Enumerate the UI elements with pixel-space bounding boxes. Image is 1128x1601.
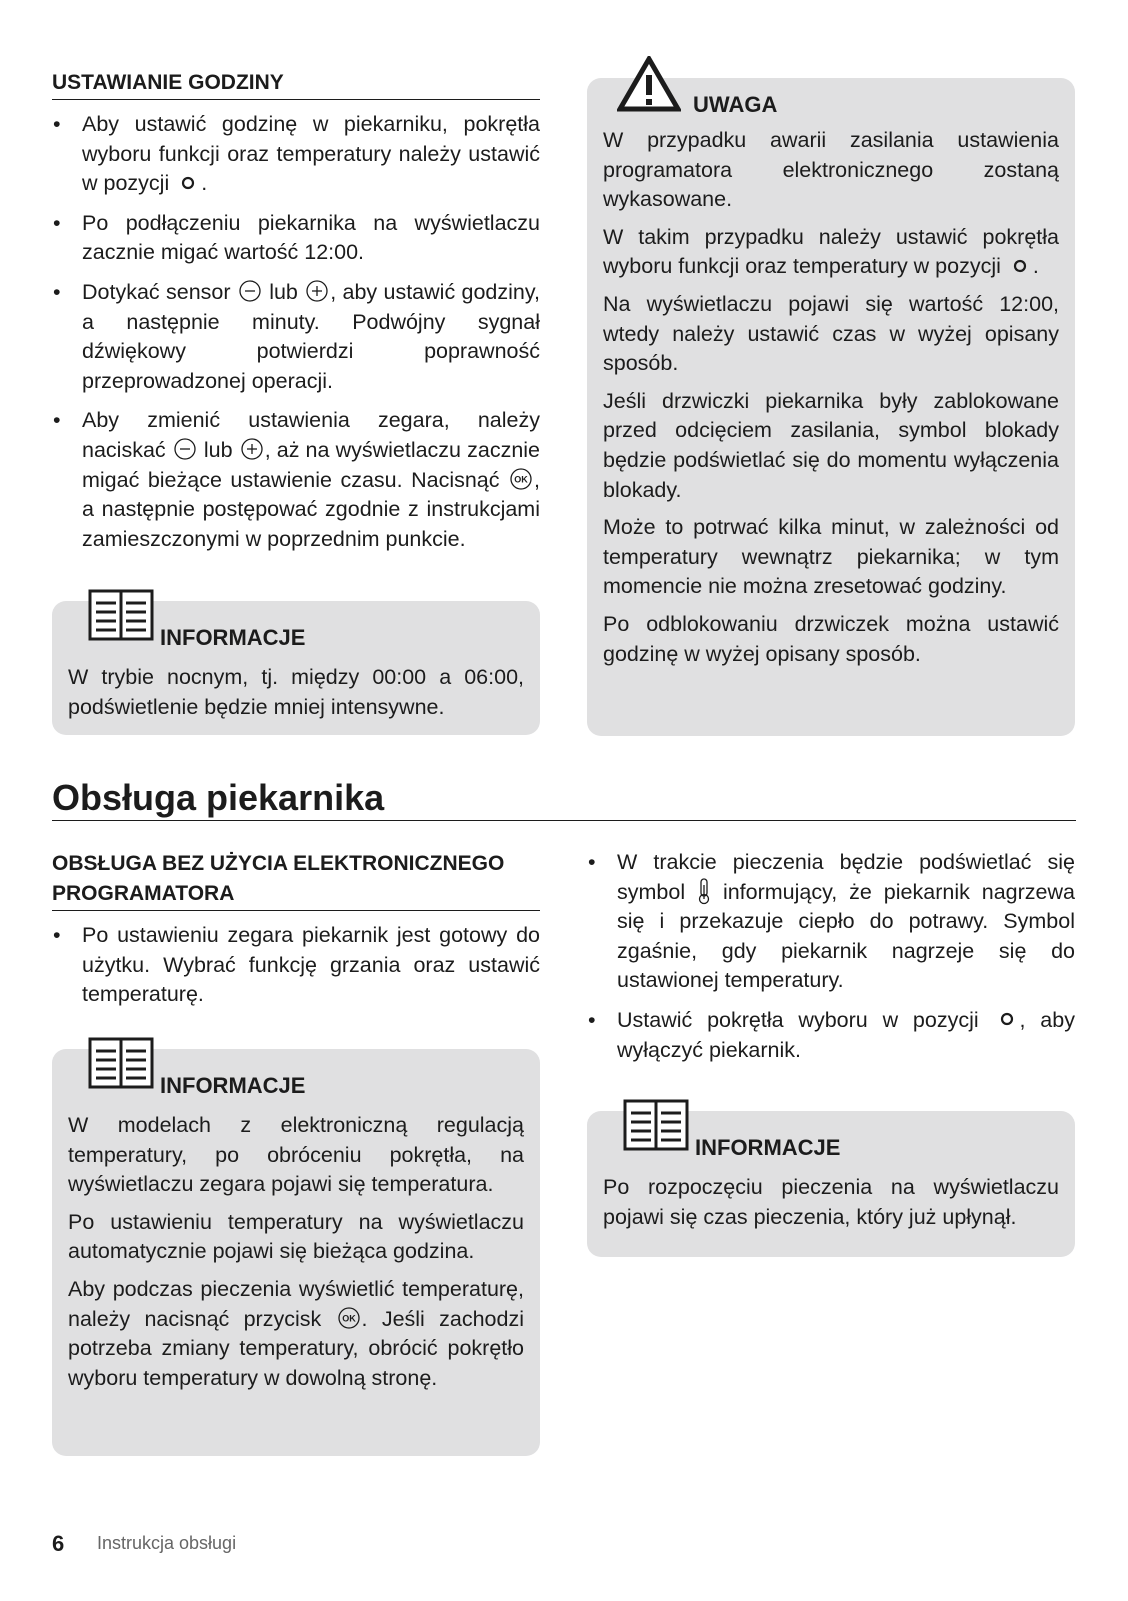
book-icon	[88, 1037, 154, 1089]
warning-paragraph: Jeśli drzwiczki piekarnika były zablokowane przed odcięciem zasilania, symbol blokady będzie podświetlać się do momentu wyłączenia blokady.	[603, 388, 1059, 502]
section-title: USTAWIANIE GODZINY	[52, 68, 540, 100]
section-title: OBSŁUGA BEZ UŻYCIA ELEKTRONICZNEGO PROGRAMATORA	[52, 849, 540, 911]
bullet-list	[587, 848, 1075, 1065]
minus-sensor-icon	[237, 279, 263, 303]
info-box-baking-time	[587, 1111, 1075, 1257]
info-text: W trybie nocnym, tj. między 00:00 a 06:00, podświetlenie będzie mniej intensywne.	[68, 665, 524, 719]
list-item: • W trakcie pieczenia będzie podświetlać się symbol informujący, że piekarnik nagrzewa się i przekazuje ciepło do potrawy. Symbol zgaśnie, gdy piekarnik nagrzeje się do ustawionej temperatury.	[587, 848, 1075, 996]
warning-paragraph: W przypadku awarii zasilania ustawienia programatora elektronicznego zostaną wykasowane.	[603, 128, 1059, 212]
info-box-temperature	[52, 1049, 540, 1456]
heating-thermometer-icon	[697, 877, 711, 905]
svg-text:OK: OK	[341, 1313, 356, 1324]
warning-label: UWAGA	[693, 92, 778, 117]
list-item: • Po ustawieniu zegara piekarnik jest gotowy do użytku. Wybrać funkcję grzania oraz ustawić temperaturę.	[52, 921, 540, 1010]
list-item: • Aby ustawić godzinę w piekarniku, pokrętła wyboru funkcji oraz temperatury należy ustawić w pozycji .	[52, 110, 540, 199]
off-position-icon	[175, 175, 201, 191]
list-item: • Dotykać sensor lub , aby ustawić godziny, a następnie minuty. Podwójny sygnał dźwiękowy potwierdzi poprawność przeprowadzonej operacji.	[52, 278, 540, 396]
plus-sensor-icon	[239, 437, 265, 461]
book-icon	[88, 589, 154, 641]
warning-paragraph: W takim przypadku należy ustawić pokrętła wyboru funkcji oraz temperatury w pozycji .	[603, 224, 1059, 279]
list-item: • Aby zmienić ustawienia zegara, należy naciskać lub , aż na wyświetlaczu zacznie migać bieżące ustawienie czasu. Nacisnąć OK , a następnie postępować zgodnie z instrukcjami zamieszczonymi w poprzednim punkcie.	[52, 406, 540, 554]
list-item: • Ustawić pokrętła wyboru w pozycji , aby wyłączyć piekarnik.	[587, 1006, 1075, 1065]
warning-paragraph: Na wyświetlaczu pojawi się wartość 12:00, wtedy należy ustawić czas w wyżej opisany sposób.	[603, 291, 1059, 376]
list-item: • Po podłączeniu piekarnika na wyświetlaczu zacznie migać wartość 12:00.	[52, 209, 540, 268]
info-paragraph: Po ustawieniu temperatury na wyświetlaczu automatycznie pojawi się bieżąca godzina.	[68, 1209, 524, 1264]
bullet-list	[52, 921, 540, 1010]
bullet-list	[52, 110, 540, 554]
info-paragraph: Aby podczas pieczenia wyświetlić temperaturę, należy nacisnąć przycisk OK . Jeśli zachodzi potrzeba zmiany temperatury, obrócić pokrętło wyboru temperatury w dowolną stronę.	[68, 1276, 524, 1390]
info-paragraph: W modelach z elektroniczną regulacją temperatury, po obróceniu pokrętła, na wyświetlaczu zegara pojawi się temperatura.	[68, 1113, 524, 1197]
info-text: Po rozpoczęciu pieczenia na wyświetlaczu pojawi się czas pieczenia, który już upłynął.	[603, 1175, 1059, 1229]
minus-sensor-icon	[172, 437, 198, 461]
info-label: INFORMACJE	[160, 625, 306, 650]
svg-text:OK: OK	[514, 474, 528, 485]
off-position-icon	[1007, 258, 1033, 274]
footer-text: Instrukcja obsługi	[97, 1533, 237, 1553]
info-label: INFORMACJE	[160, 1073, 306, 1098]
warning-paragraph: Po odblokowaniu drzwiczek można ustawić godzinę w wyżej opisany sposób.	[603, 611, 1059, 666]
book-icon	[623, 1099, 689, 1151]
info-label: INFORMACJE	[695, 1135, 841, 1160]
section-operation	[52, 849, 540, 1020]
page-title: Obsługa piekarnika	[52, 776, 1076, 821]
warning-triangle-icon	[617, 56, 681, 112]
ok-sensor-icon	[508, 467, 534, 491]
off-position-icon	[994, 1011, 1020, 1027]
ok-button-icon	[336, 1306, 362, 1330]
warning-box	[587, 78, 1075, 736]
section-baking	[587, 848, 1075, 1075]
plus-sensor-icon	[304, 279, 330, 303]
section-setting-time	[52, 68, 540, 564]
warning-paragraph: Może to potrwać kilka minut, w zależności od temperatury wewnątrz piekarnika; w tym momencie nie można zresetować godziny.	[603, 515, 1059, 599]
page-number: 6	[52, 1531, 65, 1556]
info-box-night-mode	[52, 601, 540, 735]
